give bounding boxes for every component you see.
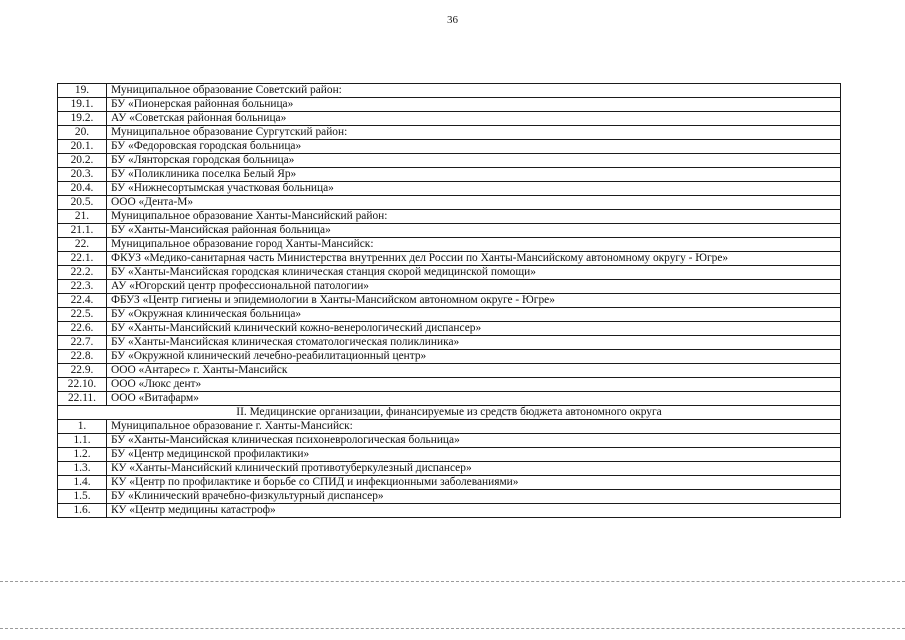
- row-number: 19.2.: [58, 112, 107, 126]
- table-row: [58, 504, 841, 518]
- organization-name: БУ «Нижнесортымская участковая больница»: [107, 182, 841, 196]
- row-number: 21.: [58, 210, 107, 224]
- table-row: [58, 280, 841, 294]
- row-number: 19.: [58, 84, 107, 98]
- organization-name: БУ «Ханты-Мансийская районная больница»: [107, 224, 841, 238]
- organization-name: ООО «Люкс дент»: [107, 378, 841, 392]
- organization-name: Муниципальное образование г. Ханты-Мансийск:: [107, 420, 841, 434]
- row-number: 1.: [58, 420, 107, 434]
- organization-name: БУ «Окружной клинический лечебно-реабилитационный центр»: [107, 350, 841, 364]
- section-heading-row: [58, 406, 841, 420]
- row-number: 22.7.: [58, 336, 107, 350]
- page-number: 36: [447, 14, 458, 26]
- organization-name: АУ «Советская районная больница»: [107, 112, 841, 126]
- organization-name: КУ «Центр по профилактике и борьбе со СПИД и инфекционными заболеваниями»: [107, 476, 841, 490]
- table-row: [58, 84, 841, 98]
- table-row: [58, 434, 841, 448]
- organization-name: БУ «Ханты-Мансийский клинический кожно-венерологический диспансер»: [107, 322, 841, 336]
- row-number: 1.5.: [58, 490, 107, 504]
- table-row: [58, 126, 841, 140]
- scan-edge-line: [0, 581, 905, 582]
- row-number: 1.4.: [58, 476, 107, 490]
- row-number: 20.: [58, 126, 107, 140]
- row-number: 19.1.: [58, 98, 107, 112]
- organization-name: Муниципальное образование город Ханты-Мансийск:: [107, 238, 841, 252]
- row-number: 20.4.: [58, 182, 107, 196]
- table-row: [58, 420, 841, 434]
- table-row: [58, 336, 841, 350]
- table-body: [58, 84, 841, 518]
- row-number: 22.8.: [58, 350, 107, 364]
- row-number: 22.3.: [58, 280, 107, 294]
- organization-name: БУ «Ханты-Мансийская клиническая психоневрологическая больница»: [107, 434, 841, 448]
- organization-name: БУ «Окружная клиническая больница»: [107, 308, 841, 322]
- section-heading: II. Медицинские организации, финансируемые из средств бюджета автономного округа: [58, 406, 841, 420]
- organization-name: КУ «Центр медицины катастроф»: [107, 504, 841, 518]
- row-number: 20.5.: [58, 196, 107, 210]
- row-number: 22.10.: [58, 378, 107, 392]
- table-row: [58, 490, 841, 504]
- organizations-table: [57, 83, 841, 518]
- row-number: 22.: [58, 238, 107, 252]
- organization-name: ФБУЗ «Центр гигиены и эпидемиологии в Ханты-Мансийском автономном округе - Югре»: [107, 294, 841, 308]
- organization-name: Муниципальное образование Советский район:: [107, 84, 841, 98]
- table-row: [58, 350, 841, 364]
- table-row: [58, 112, 841, 126]
- scan-edge-line: [0, 628, 905, 629]
- table-row: [58, 322, 841, 336]
- table-row: [58, 196, 841, 210]
- table-row: [58, 168, 841, 182]
- organization-name: БУ «Поликлиника поселка Белый Яр»: [107, 168, 841, 182]
- organization-name: БУ «Пионерская районная больница»: [107, 98, 841, 112]
- row-number: 22.6.: [58, 322, 107, 336]
- organization-name: БУ «Клинический врачебно-физкультурный диспансер»: [107, 490, 841, 504]
- organization-name: БУ «Ханты-Мансийская городская клиническая станция скорой медицинской помощи»: [107, 266, 841, 280]
- table-row: [58, 308, 841, 322]
- organization-name: ООО «Дента-М»: [107, 196, 841, 210]
- table-row: [58, 462, 841, 476]
- table-row: [58, 154, 841, 168]
- organization-name: Муниципальное образование Ханты-Мансийский район:: [107, 210, 841, 224]
- table-row: [58, 140, 841, 154]
- row-number: 1.1.: [58, 434, 107, 448]
- table-row: [58, 476, 841, 490]
- table-row: [58, 98, 841, 112]
- row-number: 1.2.: [58, 448, 107, 462]
- row-number: 20.2.: [58, 154, 107, 168]
- row-number: 20.1.: [58, 140, 107, 154]
- organization-name: АУ «Югорский центр профессиональной патологии»: [107, 280, 841, 294]
- organization-name: ООО «Витафарм»: [107, 392, 841, 406]
- table-row: [58, 378, 841, 392]
- row-number: 22.9.: [58, 364, 107, 378]
- table-row: [58, 238, 841, 252]
- table-row: [58, 224, 841, 238]
- row-number: 1.3.: [58, 462, 107, 476]
- table-row: [58, 364, 841, 378]
- table-row: [58, 266, 841, 280]
- row-number: 22.4.: [58, 294, 107, 308]
- row-number: 21.1.: [58, 224, 107, 238]
- organization-name: Муниципальное образование Сургутский район:: [107, 126, 841, 140]
- organization-name: ООО «Антарес» г. Ханты-Мансийск: [107, 364, 841, 378]
- table-row: [58, 392, 841, 406]
- organization-name: БУ «Ханты-Мансийская клиническая стоматологическая поликлиника»: [107, 336, 841, 350]
- row-number: 22.1.: [58, 252, 107, 266]
- organization-name: БУ «Федоровская городская больница»: [107, 140, 841, 154]
- organization-name: ФКУЗ «Медико-санитарная часть Министерства внутренних дел России по Ханты-Мансийскому автономному округу - Югре»: [107, 252, 841, 266]
- organization-name: БУ «Центр медицинской профилактики»: [107, 448, 841, 462]
- organization-name: БУ «Лянторская городская больница»: [107, 154, 841, 168]
- table-row: [58, 210, 841, 224]
- row-number: 1.6.: [58, 504, 107, 518]
- row-number: 22.5.: [58, 308, 107, 322]
- row-number: 22.2.: [58, 266, 107, 280]
- table-row: [58, 448, 841, 462]
- table-row: [58, 294, 841, 308]
- row-number: 20.3.: [58, 168, 107, 182]
- table-row: [58, 252, 841, 266]
- row-number: 22.11.: [58, 392, 107, 406]
- table-row: [58, 182, 841, 196]
- organization-name: КУ «Ханты-Мансийский клинический противотуберкулезный диспансер»: [107, 462, 841, 476]
